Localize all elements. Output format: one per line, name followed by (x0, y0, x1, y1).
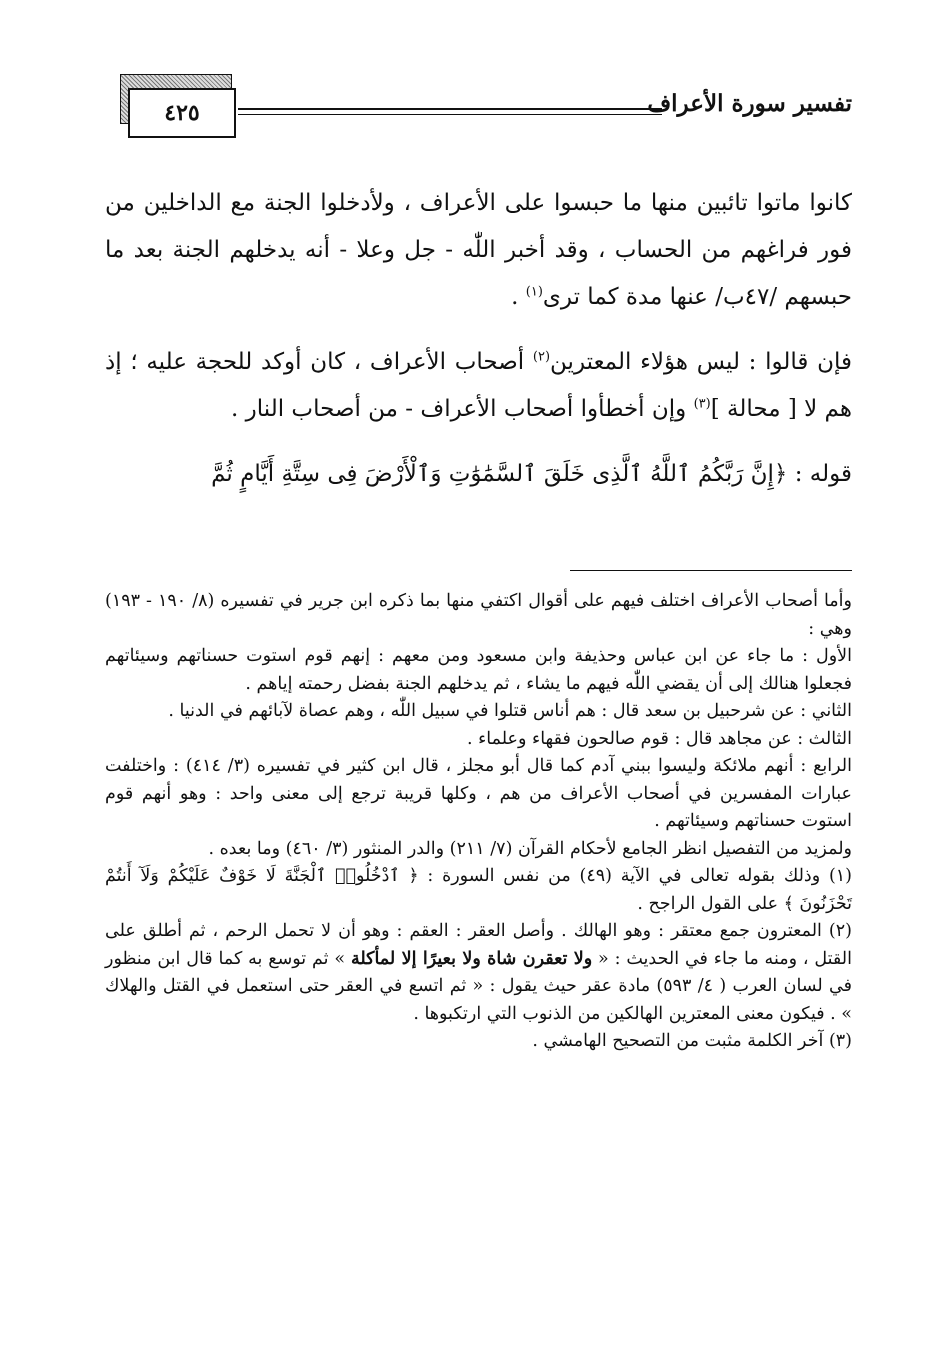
footnote-continuation-intro: وأما أصحاب الأعراف اختلف فيهم على أقوال اكتفي منها بما ذكره ابن جرير في تفسيره (٨/ ١٩٠ - ١٩٣) وهي : (105, 591, 852, 639)
footnote-1-number: (١) (828, 866, 852, 886)
footnote-continuation-first: الأول : ما جاء عن ابن عباس وحذيفة وابن مسعود ومن معهم : إنهم قوم استوت حسناتهم وسيئاتهم فجعلوا هنالك إلى أن يقضي اللّٰه فيهم ما يشاء ، ثم يدخلهم الجنة بفضل رحمته إياهم . (105, 646, 852, 694)
footnote-3 (105, 1028, 852, 1056)
footnote-ref-3: (٣) (693, 396, 711, 412)
paragraph-1 (105, 180, 852, 321)
paragraph-2-text-c: وإن أخطأوا أصحاب الأعراف - من أصحاب النار . (231, 396, 694, 422)
footnote-2-text-b: » ثم توسع به كما قال ابن منظور في لسان العرب ( ٤/ ٥٩٣) مادة عقر حيث يقول : « ثم اتسع في العقر حتى استعمل في القتل والهلاك » . فيكون معنى المعترين الهالكين من الذنوب التي ارتكبوها . (105, 948, 852, 1024)
footnote-continuation-more: ولمزيد من التفصيل انظر الجامع لأحكام القرآن (٧/ ٢١١) والدر المنثور (٣/ ٤٦٠) وما بعده . (208, 838, 852, 859)
quran-verse-line: قوله : ﴿إِنَّ رَبَّكُمُ ٱللَّهُ ٱلَّذِى خَلَقَ ٱلسَّمَٰوَٰتِ وَٱلْأَرْضَ فِى سِتَّةِ أَيَّامٍ ثُمَّ (211, 461, 852, 487)
footnote-2 (105, 918, 852, 1028)
paragraph-2-text-b: أصحاب الأعراف ، كان أوكد للحجة عليه ؛ إذ هم لا [ محالة ] (105, 349, 852, 422)
paragraph-2 (105, 339, 852, 433)
footnote-continuation-fourth: الرابع : أنهم ملائكة وليسوا ببني آدم كما قال أبو مجلز ، قال ابن كثير في تفسيره (٣/ ٤١٤) : واختلفت عبارات المفسرين في أصحاب الأعراف من هم ، وكلها قريبة ترجع إلى معنى واحد : وهو أنهم قوم استوت حسناتهم وسيئاتهم . (105, 756, 853, 831)
paragraph-3 (105, 451, 852, 498)
footnote-continuation-third: الثالث : عن مجاهد قال : قوم صالحون فقهاء وعلماء . (466, 728, 852, 749)
paragraph-2-text-a: فإن قالوا : ليس هؤلاء المعترين (550, 349, 853, 375)
footnote-ref-2: (٢) (532, 349, 551, 365)
running-title: تفسير سورة الأعراف (647, 90, 852, 117)
footnote-2-text-a: المعترون جمع معتقر : وهو الهالك . وأصل العقر : العقم : وهو أن لا تحمل الرحم ، ثم أطلق على القتل ، ومنه ما جاء في الحديث : « (105, 921, 852, 969)
footnote-ref-1: (١) (525, 284, 543, 300)
hadith-quote: ولا تعقرن شاة ولا بعيرًا إلا لمأكلة (350, 948, 593, 969)
header-rule (238, 108, 662, 115)
main-text (105, 180, 852, 498)
footnote-divider (570, 570, 852, 571)
footnote-1 (105, 863, 852, 918)
footnote-1-text: وذلك بقوله تعالى في الآية (٤٩) من نفس السورة : ﴿ ٱدْخُلُوا۟ ٱلْجَنَّةَ لَا خَوْفٌ عَلَيْكُمْ وَلَآ أَنتُمْ تَحْزَنُونَ ﴾ على القول الراجح . (105, 866, 852, 914)
page-number-box (128, 88, 236, 138)
footnote-3-text: آخر الكلمة مثبت من التصحيح الهامشي . (532, 1031, 824, 1051)
footnotes (105, 588, 852, 1056)
page-header (120, 70, 852, 140)
paragraph-1-text: كانوا ماتوا تائبين منها ما حبسوا على الأعراف ، ولأدخلوا الجنة مع الداخلين من فور فراغهم من الحساب ، وقد أخبر اللّٰه - جل وعلا - أنه يدخلهم الجنة بعد ما حبسهم /٤٧ب/ عنها مدة كما ترى (105, 190, 852, 310)
paragraph-1-end: . (511, 284, 526, 310)
footnote-2-number: (٢) (828, 921, 852, 941)
page-number: ٤٢٥ (164, 100, 200, 126)
footnote-3-number: (٣) (828, 1031, 852, 1051)
footnote-continuation-second: الثاني : عن شرحبيل بن سعد قال : هم أناس قتلوا في سبيل اللّٰه ، وهم عصاة لآبائهم في الدنيا . (168, 701, 852, 721)
